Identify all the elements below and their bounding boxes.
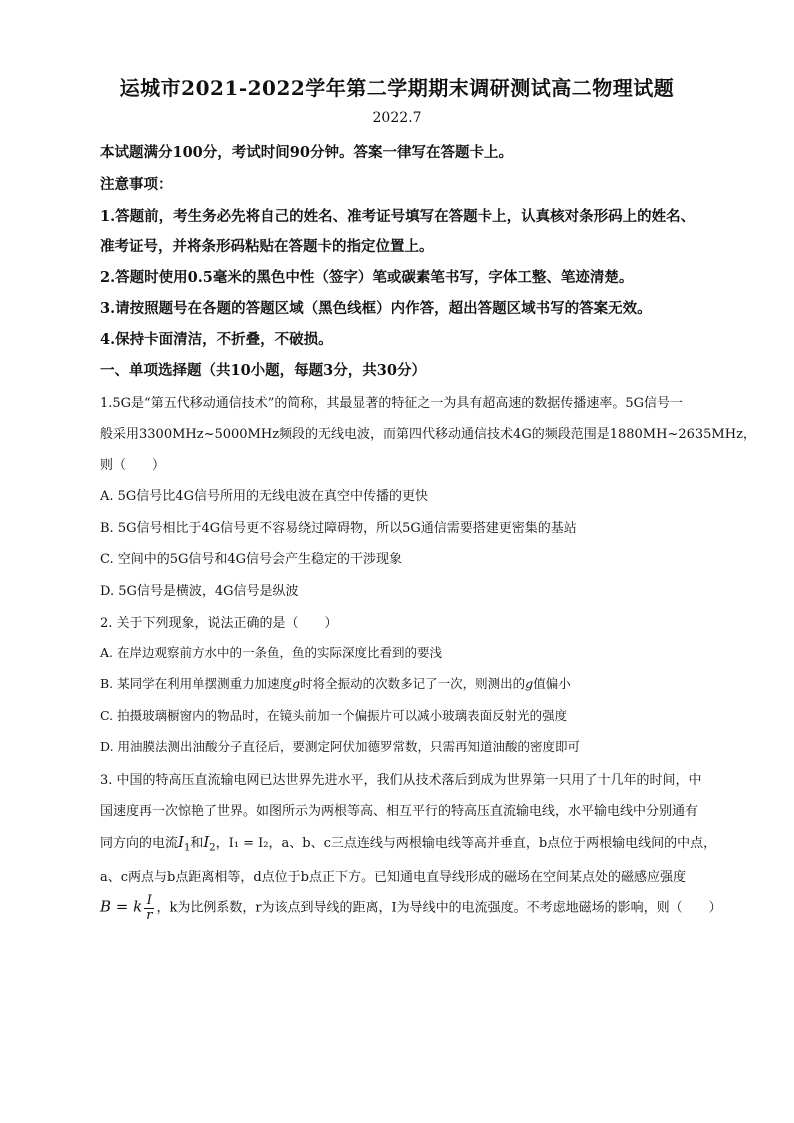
q1-option-a: A. 5G信号比4G信号所用的无线电波在真空中传播的更快 [100, 489, 428, 504]
q2-option-c: C. 拍摄玻璃橱窗内的物品时，在镜头前加一个偏振片可以减小玻璃表面反射光的强度 [100, 708, 568, 723]
q3-stem-line-4: a、c两点与b点距离相等，d点位于b点正下方。已知通电直导线形成的磁场在空间某点处的磁感应强度 [100, 870, 686, 885]
formula-numerator: I [144, 894, 154, 909]
q3-formula-description: ，k为比例系数，r为该点到导线的距离，I为导线中的电流强度。不考虑地磁场的影响，则（ ） [156, 900, 722, 916]
q2-option-b-part-1: B. 某同学在利用单摆测重力加速度 [100, 676, 293, 691]
q1-option-b: B. 5G信号相比于4G信号更不容易绕过障碍物，所以5G通信需要搭建更密集的基站 [100, 521, 577, 536]
q3-text-current: 同方向的电流 [100, 836, 179, 851]
q1-stem-line-2: 般采用3300MHz~5000MHz频段的无线电波，而第四代移动通信技术4G的频段范围是1880MH~2635MHz， [100, 427, 756, 442]
q1-stem-line-1: 1.5G是“第五代移动通信技术”的简称，其最显著的特征之一为具有超高速的数据传播速率。5G信号一 [100, 396, 684, 411]
current-i1-symbol: I [178, 833, 184, 851]
q2-option-a: A. 在岸边观察前方水中的一条鱼，鱼的实际深度比看到的要浅 [100, 645, 442, 660]
exam-title: 运城市2021-2022学年第二学期期末调研测试高二物理试题 [119, 76, 675, 100]
current-i2-symbol: I [203, 833, 210, 851]
q3-text-equal-currents: ，I₁ = I₂，a、b、c三点连线与两根输电线等高并垂直，b点位于两根输电线间的中点， [215, 836, 717, 851]
q1-option-c: C. 空间中的5G信号和4G信号会产生稳定的干涉现象 [100, 552, 403, 567]
formula-fraction [144, 894, 154, 922]
q3-text-and: 和 [190, 836, 204, 851]
note-1: 1.答题前，考生务必先将自己的姓名、准考证号填写在答题卡上，认真核对条形码上的姓名、 [100, 208, 696, 225]
q3-stem-line-1: 3. 中国的特高压直流输电网已达世界先进水平，我们从技术落后到成为世界第一只用了十几年的时间，中 [100, 773, 702, 788]
exam-date: 2022.7 [372, 110, 422, 126]
q2-stem: 2. 关于下列现象，说法正确的是（ ） [100, 616, 338, 631]
q2-option-b [100, 674, 740, 692]
current-i1-subscript: 1 [183, 842, 191, 854]
variable-g: g [525, 676, 534, 691]
q1-option-d: D. 5G信号是横波，4G信号是纵波 [100, 584, 299, 599]
notes-heading: 注意事项： [100, 176, 173, 193]
q3-stem-line-2: 国速度再一次惊艳了世界。如图所示为两根等高、相互平行的特高压直流输电线，水平输电线中分别通有 [100, 804, 699, 819]
q3-stem-line-3 [100, 832, 740, 854]
q3-stem-line-5 [100, 894, 740, 922]
q2-option-b-part-3: 值偏小 [533, 676, 571, 691]
note-2: 2.答题时使用0.5毫米的黑色中性（签字）笔或碳素笔书写，字体工整、笔迹清楚。 [100, 269, 634, 286]
formula-denominator: r [146, 907, 153, 923]
q2-option-d: D. 用油膜法测出油酸分子直径后，要测定阿伏加德罗常数，只需再知道油酸的密度即可 [100, 739, 581, 754]
formula-lhs: B = k [100, 897, 143, 916]
q1-stem-line-3: 则（ ） [100, 458, 166, 473]
note-3: 3.请按照题号在各题的答题区域（黑色线框）内作答，超出答题区域书写的答案无效。 [100, 300, 652, 317]
note-1-continued: 准考证号，并将条形码粘贴在答题卡的指定位置上。 [100, 238, 434, 255]
note-4: 4.保持卡面清洁，不折叠，不破损。 [100, 331, 333, 348]
exam-intro: 本试题满分100分，考试时间90分钟。答案一律写在答题卡上。 [100, 144, 513, 161]
section-heading: 一、单项选择题（共10小题，每题3分，共30分） [100, 362, 426, 379]
current-i2-subscript: 2 [209, 842, 216, 854]
q2-option-b-part-2: 时将全振动的次数多记了一次，则测出的 [300, 676, 526, 691]
variable-g: g [292, 676, 301, 691]
